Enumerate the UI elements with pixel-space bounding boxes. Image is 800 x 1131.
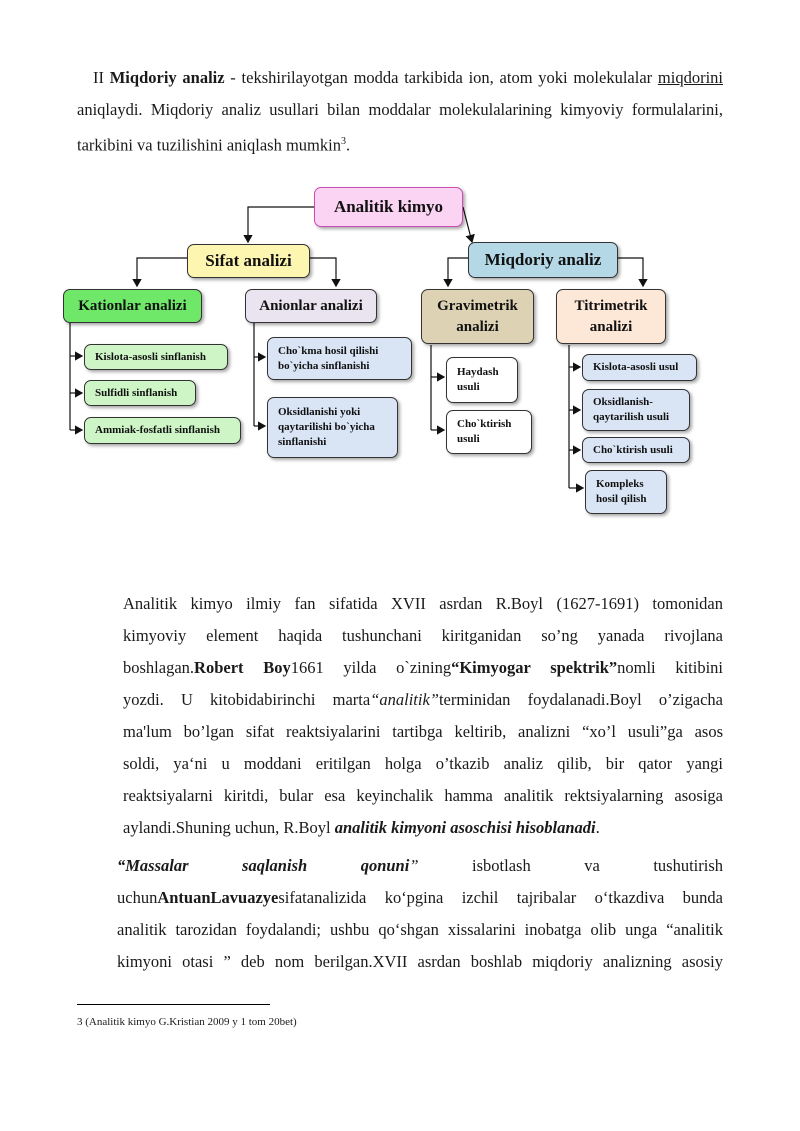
footnote-ref[interactable]: 3: [340, 136, 346, 147]
text-line: analitik tarozidan foydalandi; ushbu qo‘shgan xissalarini inobatga olib unga “analitik: [117, 920, 723, 939]
item-label: Kislota-asosli sinflanish: [95, 350, 206, 363]
node-label-line: Gravimetrik: [437, 297, 518, 314]
node-label-line: analizi: [589, 318, 633, 335]
text-span: yozdi. U kitobidabirinchi marta: [123, 690, 371, 709]
titrimetrik-item: [582, 437, 690, 463]
text-span: .: [595, 818, 600, 837]
item-label-line: bo`yicha sinflanishi: [278, 359, 370, 372]
item-label-line: Haydash: [457, 366, 499, 378]
text-span: sifatanalizida ko‘pgina izchil tajribalar o‘tkazdiva bunda: [278, 888, 723, 907]
emphasis-text: analitik kimyoni asoschisi hisoblanadi: [334, 818, 596, 837]
item-label-line: Oksidlanishi yoki: [278, 406, 361, 418]
body-paragraph-boyl: [77, 588, 723, 844]
text-line: reaktsiyalarni kiritdi, bular esa keyinchalik hamma analitik rektsiyalarning asosiga: [123, 786, 723, 805]
node-gravimetrik-analizi: [421, 289, 534, 344]
item-label-line: Oksidlanish-: [593, 396, 653, 408]
text-line: Analitik kimyo ilmiy fan sifatida XVII asrdan R.Boyl (1627-1691) tomonidan: [123, 594, 723, 613]
node-label: Sifat analizi: [205, 251, 292, 270]
kation-item: [84, 380, 196, 406]
text-line: [77, 652, 723, 684]
text-span: 1661 yilda o`zining: [290, 658, 452, 677]
intro-text-2: aniqlaydi. Miqdoriy analiz usullari bilan moddalar molekulalarining: [77, 100, 552, 119]
text-span: uchun: [117, 888, 158, 907]
titrimetrik-item: [582, 354, 697, 381]
titrimetrik-item: [585, 470, 667, 514]
intro-underlined: miqdorini: [657, 68, 723, 87]
item-label-line: qaytarilish usuli: [593, 411, 670, 423]
text-span: isbotlash va tushutirish: [418, 856, 724, 875]
book-title: “Kimyogar spektrik”: [451, 658, 618, 677]
footnote-separator: [77, 1004, 270, 1005]
item-label-line: Cho`ktirish: [457, 418, 512, 430]
intro-prefix: II: [93, 68, 110, 87]
intro-text: - tekshirilayotgan modda tarkibida ion, atom yoki molekulalar: [224, 68, 653, 87]
node-label: Anionlar analizi: [259, 297, 363, 314]
item-label-line: qaytarilishi bo`yicha: [278, 421, 375, 433]
text-line: [77, 812, 723, 844]
node-label: Miqdoriy analiz: [484, 250, 602, 269]
item-label-line: usuli: [457, 433, 480, 445]
item-label: Ammiak-fosfatli sinflanish: [95, 424, 220, 436]
node-titrimetrik-analizi: [556, 289, 666, 344]
node-analitik-kimyo: [314, 187, 463, 227]
kation-item: [84, 344, 228, 370]
anion-item: [267, 337, 412, 380]
item-label-line: sinflanishi: [278, 436, 327, 448]
item-label-line: hosil qilish: [596, 493, 647, 505]
titrimetrik-item: [582, 389, 690, 431]
body-paragraph-lavuazye: [77, 850, 723, 978]
text-span: aylandi.Shuning uchun, R.Boyl: [123, 818, 335, 837]
node-label: Analitik kimyo: [333, 197, 444, 216]
item-label-line: Kislota-asosli usul: [593, 361, 679, 373]
text-line: kimyoni otasi ” deb nom berilgan.XVII asrdan boshlab miqdoriy analizning asosiy: [117, 952, 723, 971]
node-label: Kationlar analizi: [78, 297, 187, 314]
person-name: AntuanLavuazye: [157, 888, 279, 907]
text-line: [77, 684, 723, 716]
text-line: [77, 882, 723, 914]
text-line: soldi, ya‘ni u moddani eritilgan holga o’tkazib analiz qilib, bir qator yangi: [123, 754, 723, 773]
text-span: boshlagan.: [123, 658, 195, 677]
node-label-line: Titrimetrik: [574, 297, 648, 314]
node-miqdoriy-analiz: [468, 242, 618, 278]
intro-end: .: [345, 135, 351, 155]
text-line: kimyoviy element haqida tushunchani kiritganidan so’ng yanada rivojlana: [123, 626, 723, 645]
anion-item: [267, 397, 398, 458]
item-label-line: Cho`ktirish usuli: [593, 443, 673, 456]
text-span: “analitik”: [370, 690, 439, 709]
node-label-line: analizi: [456, 318, 499, 335]
text-span: ”: [409, 856, 419, 875]
text-span: terminidan foydalanadi.Boyl o’zigacha: [438, 690, 724, 709]
gravimetrik-item: [446, 357, 518, 403]
intro-paragraph: [77, 62, 723, 162]
emphasis-text: “Massalar saqlanish qonuni: [117, 856, 410, 875]
intro-text-3: kimyoviy formulalarini, tarkibini va tuzilishini aniqlash mumkin: [77, 100, 724, 155]
footnote: 3 (Analitik kimyo G.Kristian 2009 y 1 tom 20bet): [77, 1016, 297, 1028]
intro-term: Miqdoriy analiz: [109, 68, 225, 87]
item-label-line: usuli: [457, 381, 480, 393]
text-span: nomli kitibini: [617, 658, 723, 677]
text-line: [77, 850, 723, 882]
item-label-line: Kompleks: [596, 478, 644, 490]
gravimetrik-item: [446, 410, 532, 454]
node-sifat-analizi: [187, 244, 310, 278]
node-kationlar-analizi: [63, 289, 202, 323]
text-line: ma'lum bo’lgan sifat reaktsiyalarini tartibga keltirib, analizni “xo’l usuli”ga asos: [123, 722, 723, 741]
item-label-line: Cho`kma hosil qilishi: [278, 344, 379, 357]
item-label: Sulfidli sinflanish: [95, 386, 178, 399]
kation-item: [84, 417, 241, 444]
text-span: Robert Boy: [194, 658, 291, 677]
node-anionlar-analizi: [245, 289, 377, 323]
